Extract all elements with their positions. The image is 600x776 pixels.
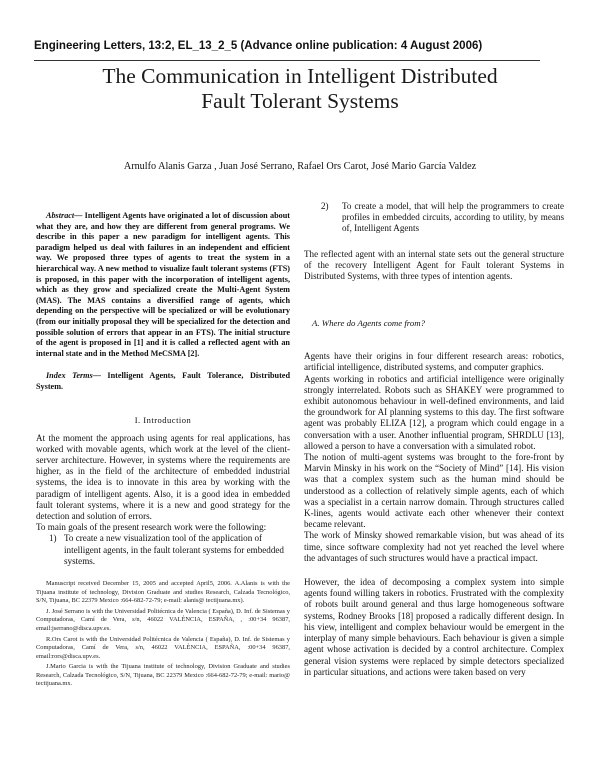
intro-paragraph: At the moment the approach using agents for real applications, has worked with movable agents, which work at the level of the client-server architecture. However, in systems where the requirements are higher, as in the field of the architecture of embedded industrial systems, the idea is to innovate in this area by working with the paradigm of intelligent agents. Also, it is a good idea in embedded fault tolerant systems, where it is a new and good strategy for the detection and solution of errors. [36,432,290,521]
title-line: The Communication in Intelligent Distributed [102,64,498,88]
body-paragraph: The notion of multi-agent systems was brought to the fore-front by Marvin Minsky in his work on the “Society of Mind” [14]. His vision was that a complex system such as the human mind should be understood as a collection of relatively simple agents, each of which was a specialist in a certain narrow domain. Through structures called K-lines, agents would activate each other whenever their context became relevant. [304,452,564,530]
index-terms-label: Index Terms [46,371,93,381]
goal-text: To create a model, that will help the programmers to create profiles in embedded circuits, according to utility, by means of, Intelligent Agents [342,201,564,234]
abstract [36,211,290,359]
footnote: R.Ors Carot is with the Universidad Politécnica de Valencia ( España), D. Inf. de Sistemas y Computadoras, Camí de Vera, s/n, 46022 VALÈNCIA, ESPAÑA, :00+34 96387, email:rors@disca.upv.es. [36,635,290,660]
body-paragraph: Agents have their origins in four different research areas: robotics, artificial intelligence, distributed systems, and computer graphics. [304,351,564,373]
body-paragraph: Agents working in robotics and artificial intelligence were originally strongly interrelated. Robots such as SHAKEY were programmed to exhibit autonomous behaviour in well-defined environments, and laid the groundwork for AI planning systems to this day. The first software agent was probably ELIZA [12], a program which could engage in a conversation with a user. Another influential program, SHRDLU [13], allowed a person to have a conversation with a simulated robot. [304,373,564,451]
body-paragraph: However, the idea of decomposing a complex system into simple agents found willing takers in robotics. Frustrated with the complexity of robots built around general and thus large homogeneous software systems, Rodney Brooks [18] proposed a radically different design. In his view, intelligent and complex behaviour would be emergent in the interplay of many simple behaviours. Each behaviour is given a simple agent whose activation is decided by a control architecture. Complex general vision systems were replaced by simple detectors specialized in particular situations, and actions were taken based on very [304,577,564,677]
goals-intro: To main goals of the present research work were the following: [36,522,267,533]
goal-number: 1) [49,533,57,544]
goals-list [36,533,290,567]
author-list: Arnulfo Alanis Garza , Juan José Serrano, Rafael Ors Carot, José Mario García Valdez [123,161,477,172]
footnote: J. José Serrano is with the Universidad Politécnica de Valencia ( España), D. Inf. de Sistemas y Computadoras, Camí de Vera, s/n, 46022 VALÈNCIA, ESPAÑA, , :00+34 96387, email:jserrano@disca.upv.es. [36,607,290,632]
goal-text: To create a new visualization tool of the application of intelligent agents, in the fault tolerant systems for embedded systems. [64,533,284,566]
goal-item [36,533,290,567]
abstract-text: — Intelligent Agents have originated a lot of discussion about what they are, and how they are different from general programs. We describe in this paper a new paradigm for intelligent agents. This paradigm helped us deal with failures in an independent and efficient way. We proposed three types of agents to treat the system in a hierarchical way. A new method to visualize fault tolerant systems (FTS) is proposed, in this paper with the incorporation of intelligent agents, which as they grow and specialized create the Multi-Agent System (MAS). The MAS contains a diversified range of agents, which depending on the perspective will be specialized or will be evolutionary (from our initially proposal they will be specialized for the detection and possible solution of errors that appear in an FTS). The initial structure of the agent is proposed in [1] and it is called a reflected agent with an internal state and in the Method MeCSMA [2]. [36,211,290,358]
running-head: Engineering Letters, 13:2, EL_13_2_5 (Advance online publication: 4 August 2006) [34,40,483,52]
index-terms [36,371,290,392]
left-column [36,205,290,691]
body-paragraph: The work of Minsky showed remarkable vision, but was ahead of its time, since software complexity had not yet reached the level where the advantages of such structures would have a practical impact. [304,530,564,563]
footnote: Manuscript received December 15, 2005 and accepted April5, 2006. A.Alanis is with the Tijuana institute of technology, Division Graduate and studies Research, Calzada Tecnológico, S/N, Tijuana, BC 22379 Mexico :664-682-72-79; e-mail: alanis@ tectijuana.mx). [36,579,290,605]
footnotes [36,580,290,689]
title-line: Fault Tolerant Systems [201,89,399,113]
footnote: J.Mario Garcia is with the Tijuana institute of technology, Division Graduate and studies Research, Calzada Tecnológico, S/N, Tijuana, BC 22379 Mexico :664-682-72-79; e-mail: mario@ tectijuana.mx. [36,663,290,688]
goal-number: 2) [321,201,329,211]
reflected-agent-paragraph: The reflected agent with an internal state sets out the general structure of the recovery Intelligent Agent for Fault tolerant Systems in Distributed Systems, with three types of intention agents. [304,248,564,282]
index-terms-text: — Intelligent Agents, Fault Tolerance, Distributed System. [36,371,290,391]
paper-title [40,64,560,114]
goal-item [304,201,564,235]
abstract-label: Abstract [46,211,75,220]
header-rule [34,60,540,61]
section-heading-introduction: I. Introduction [134,414,192,425]
right-column [304,201,564,678]
subsection-heading: A. Where do Agents come from? [312,318,426,329]
